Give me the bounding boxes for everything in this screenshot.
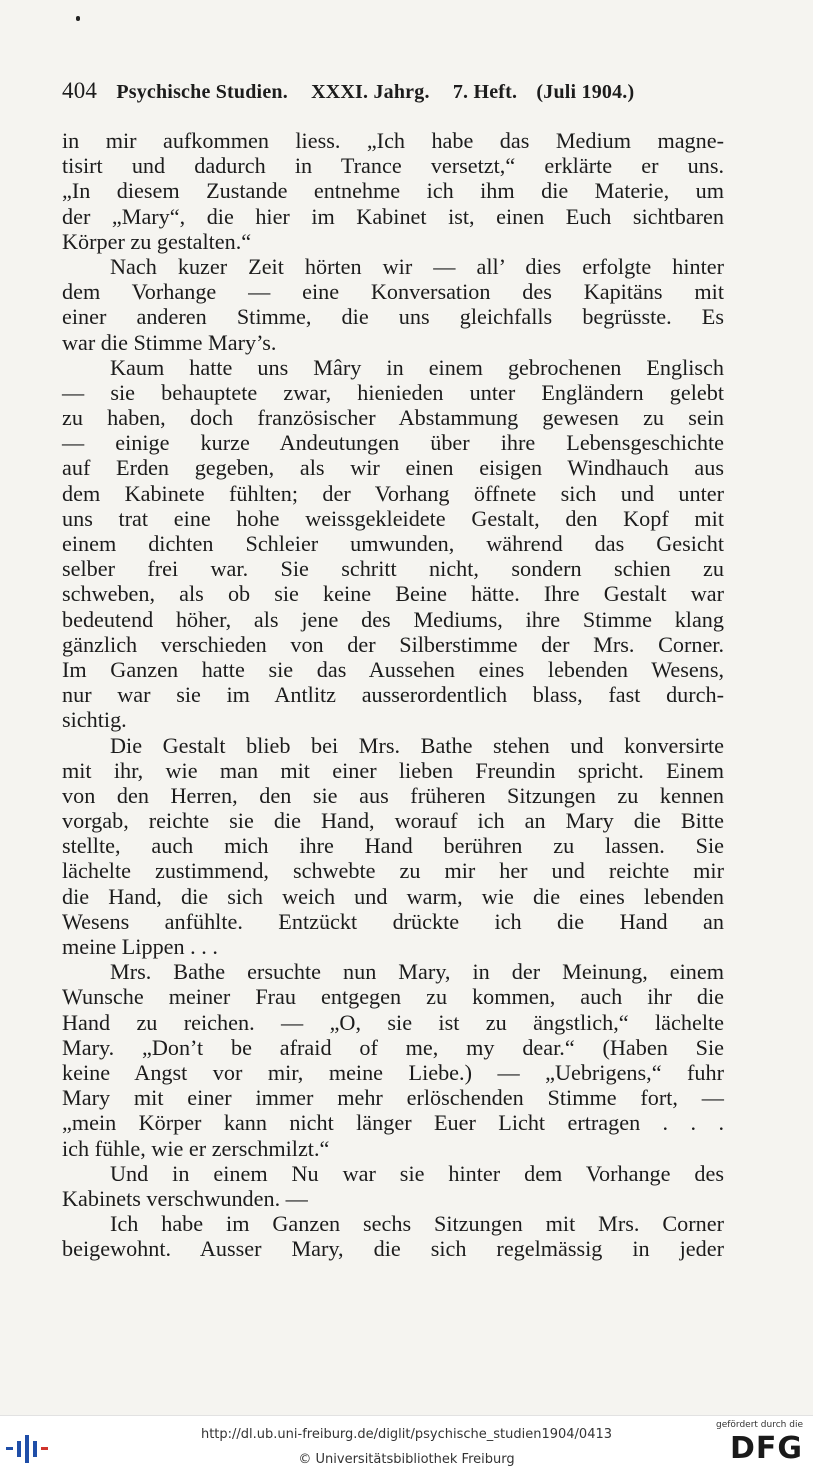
text-line: einer anderen Stimme, die uns gleichfalls begrüsste. Es [62, 304, 724, 330]
text-line: der „Mary“, die hier im Kabinet ist, einen Euch sichtbaren [62, 203, 724, 229]
issue-date: (Juli 1904.) [536, 81, 635, 103]
text-line: selber frei war. Sie schritt nicht, sondern schien zu [62, 556, 724, 582]
text-line: einem dichten Schleier umwunden, während das Gesicht [62, 531, 724, 556]
text-line: dem Vorhange — eine Konversation des Kapitäns mit [62, 279, 724, 305]
text-line: Körper zu gestalten.“ [62, 228, 252, 254]
text-line: bedeutend höher, als jene des Mediums, ihre Stimme klang [62, 606, 724, 632]
text-line: Ich habe im Ganzen sechs Sitzungen mit Mrs. Corner [110, 1211, 724, 1237]
text-line: lächelte zustimmend, schwebte zu mir her und reichte mir [62, 858, 724, 884]
text-line: Kabinets verschwunden. — [62, 1185, 308, 1211]
text-line: — sie behauptete zwar, hienieden unter Engländern gelebt [62, 379, 724, 405]
text-line: vorgab, reichte sie die Hand, worauf ich an Mary die Bitte [62, 808, 724, 834]
text-line: Und in einem Nu war sie hinter dem Vorhange des [110, 1160, 724, 1186]
text-line: war die Stimme Mary’s. [62, 329, 277, 355]
scan-speck [76, 16, 80, 21]
text-line: mit ihr, wie man mit einer lieben Freundin spricht. Einem [62, 757, 724, 783]
text-line: „In diesem Zustande entnehme ich ihm die Materie, um [62, 178, 724, 204]
text-line: von den Herren, den sie aus früheren Sitzungen zu kennen [62, 782, 724, 808]
text-line: ich fühle, wie er zerschmilzt.“ [62, 1135, 330, 1161]
text-line: „mein Körper kann nicht länger Euer Licht ertragen . . . [62, 1110, 724, 1136]
text-line: in mir aufkommen liess. „Ich habe das Medium magne- [62, 128, 724, 153]
text-line: gänzlich verschieden von der Silberstimme der Mrs. Corner. [62, 631, 724, 657]
text-line: stellte, auch mich ihre Hand berühren zu lassen. Sie [62, 833, 724, 859]
text-line: Hand zu reichen. — „O, sie ist zu ängstlich,“ lächelte [62, 1009, 724, 1035]
body-text [62, 128, 724, 1261]
text-line: — einige kurze Andeutungen über ihre Lebensgeschichte [62, 430, 724, 456]
journal-title: Psychische Studien. [116, 81, 288, 103]
dfg-logo: DFG [729, 1431, 803, 1466]
text-line: zu haben, doch französischer Abstammung gewesen zu sein [62, 405, 724, 431]
text-line: dem Kabinete fühlten; der Vorhang öffnete sich und unter [62, 480, 724, 506]
copyright-notice: © Universitätsbibliothek Freiburg [298, 1452, 515, 1467]
text-line: meine Lippen . . . [62, 934, 218, 959]
text-line: Nach kuzer Zeit hörten wir — all’ dies erfolgte hinter [110, 253, 724, 279]
text-line: Wesens anfühlte. Entzückt drückte ich die Hand an [62, 908, 724, 934]
text-line: keine Angst vor mir, meine Liebe.) — „Uebrigens,“ fuhr [62, 1059, 724, 1085]
dfg-caption: gefördert durch die [716, 1420, 803, 1430]
text-line: Mary. „Don’t be afraid of me, my dear.“ (Haben Sie [62, 1034, 724, 1060]
text-line: sichtig. [62, 707, 127, 733]
text-line: Die Gestalt blieb bei Mrs. Bathe stehen und konversirte [110, 732, 724, 758]
text-line: Im Ganzen hatte sie das Aussehen eines lebenden Wesens, [62, 656, 724, 682]
page-number: 404 [62, 78, 98, 103]
text-line: Kaum hatte uns Mâry in einem gebrochenen Englisch [110, 354, 724, 380]
text-line: tisirt und dadurch in Trance versetzt,“ erklärte er uns. [62, 153, 724, 179]
text-line: die Hand, die sich weich und warm, wie die eines lebenden [62, 883, 724, 909]
text-line: Mary mit einer immer mehr erlöschenden Stimme fort, — [62, 1085, 724, 1111]
text-line: Mrs. Bathe ersuchte nun Mary, in der Meinung, einem [110, 959, 724, 985]
text-line: Wunsche meiner Frau entgegen zu kommen, auch ihr die [62, 984, 724, 1010]
text-line: beigewohnt. Ausser Mary, die sich regelmässig in jeder [62, 1236, 724, 1262]
permalink-url[interactable]: http://dl.ub.uni-freiburg.de/diglit/psychische_studien1904/0413 [200, 1427, 613, 1442]
text-line: schweben, als ob sie keine Beine hätte. Ihre Gestalt war [62, 581, 724, 607]
viewer-footer [0, 1415, 813, 1474]
text-line: nur war sie im Antlitz ausserordentlich blass, fast durch- [62, 682, 724, 708]
issue: 7. Heft. [452, 81, 518, 103]
text-line: uns trat eine hohe weissgekleidete Gestalt, den Kopf mit [62, 505, 724, 531]
running-head [62, 78, 727, 102]
text-line: auf Erden gegeben, als wir einen eisigen Windhauch aus [62, 455, 724, 481]
volume: XXXI. Jahrg. [311, 81, 430, 103]
